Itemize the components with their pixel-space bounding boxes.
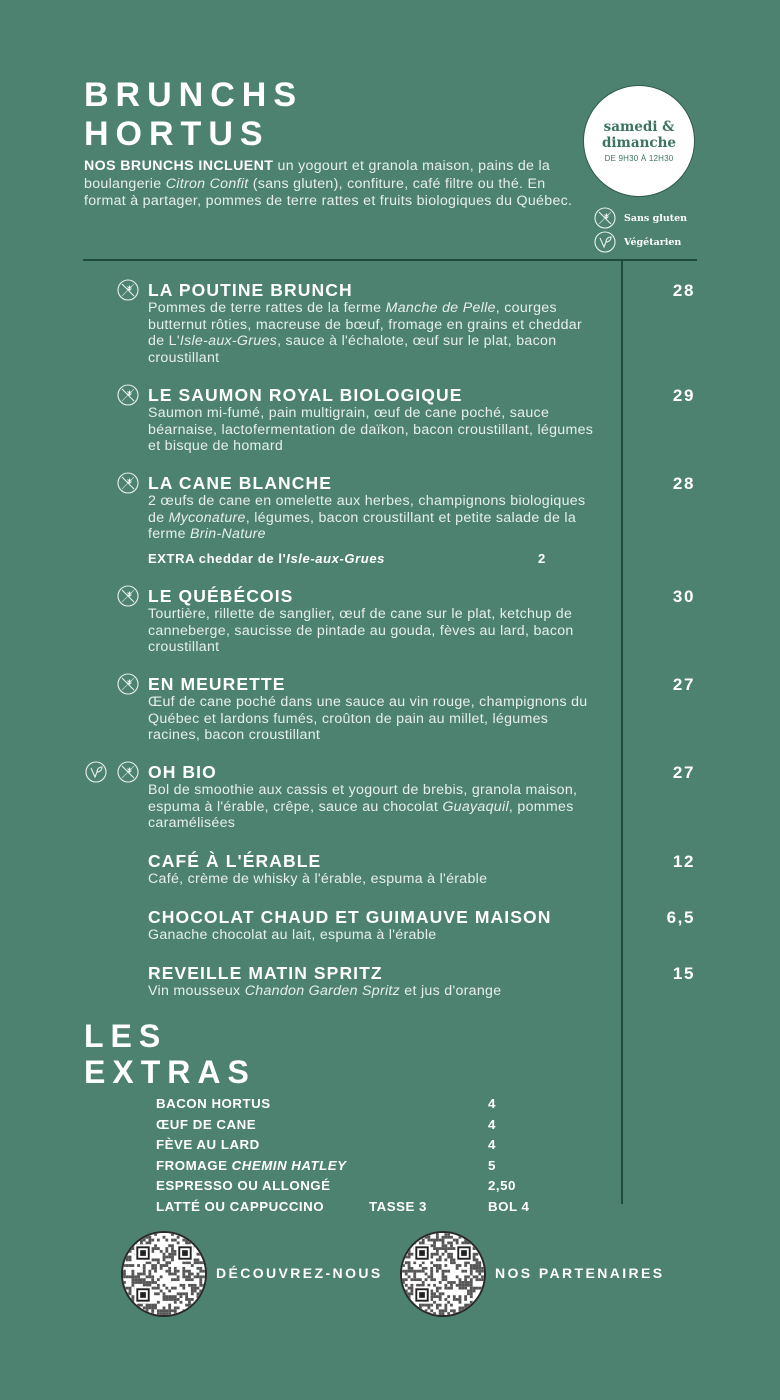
menu-item xyxy=(148,586,598,656)
extras-row xyxy=(156,1178,576,1199)
extra-price: 2 xyxy=(538,551,546,567)
menu-item-description: Café, crème de whisky à l'érable, espuma à l'érable xyxy=(148,871,488,887)
menu-item-price: 12 xyxy=(672,852,695,871)
extras-label: BACON HORTUS xyxy=(156,1096,271,1111)
menu-item xyxy=(148,762,598,832)
extras-size: TASSE 3 xyxy=(369,1198,427,1214)
extras-price: 4 xyxy=(488,1137,496,1152)
diet-icons xyxy=(117,384,139,406)
extras-price: BOL 4 xyxy=(488,1198,530,1214)
vegetarian-icon xyxy=(85,761,107,783)
vertical-divider xyxy=(621,260,623,1204)
intro-text: un yogourt et granola maison, pains de la boulangerie xyxy=(84,158,551,192)
menu-item-name: EN MEURETTE xyxy=(148,674,286,694)
menu-item-name: OH BIO xyxy=(148,762,217,782)
diet-icons xyxy=(117,279,139,301)
badge-hours: DE 9H30 À 12H30 xyxy=(604,154,674,163)
menu-item-description: 2 œufs de cane en omelette aux herbes, champignons biologiques de Myconature, légumes, bacon croustillant et petite salade de la ferme Brin-Nature xyxy=(148,493,586,543)
gluten-free-icon xyxy=(117,761,139,783)
intro-italic: Citron Confit xyxy=(165,175,249,192)
menu-item-price: 27 xyxy=(672,763,695,782)
gluten-free-icon xyxy=(117,673,139,695)
menu-item-description: Vin mousseux Chandon Garden Spritz et jus d'orange xyxy=(148,983,502,999)
qr-code-partners[interactable] xyxy=(400,1231,486,1317)
menu-item-price: 15 xyxy=(672,964,695,983)
extras-row xyxy=(156,1096,576,1117)
extras-title xyxy=(84,1018,256,1090)
menu-item xyxy=(148,385,598,455)
extras-label: ESPRESSO OU ALLONGÉ xyxy=(156,1178,331,1193)
diet-icons xyxy=(117,472,139,494)
menu-item-price: 28 xyxy=(672,474,695,493)
extras-list xyxy=(156,1096,576,1219)
menu-item-extra: EXTRA cheddar de l'Isle-aux-Grues 2 xyxy=(148,551,546,567)
menu-item-description: Saumon mi-fumé, pain multigrain, œuf de cane poché, sauce béarnaise, lactofermentation de daïkon, bacon croustillant, légumes et bisque de homard xyxy=(148,405,594,455)
page-title xyxy=(84,76,303,154)
qr-code-discover[interactable] xyxy=(121,1231,207,1317)
badge-day-1: samedi & xyxy=(603,119,675,135)
qr-label-partners: NOS PARTENAIRES xyxy=(495,1265,665,1281)
schedule-badge xyxy=(583,85,695,197)
badge-day-2: dimanche xyxy=(601,135,677,151)
menu-item xyxy=(148,963,598,1000)
title-line-1: BRUNCHS xyxy=(84,76,303,114)
menu-item xyxy=(148,473,598,566)
legend-label: Végétarien xyxy=(624,236,682,248)
menu-item xyxy=(148,674,598,744)
menu-item-name: LE SAUMON ROYAL BIOLOGIQUE xyxy=(148,385,463,405)
diet-icons xyxy=(117,585,139,607)
extras-row xyxy=(156,1137,576,1158)
intro-text: (sans gluten), confiture, café filtre ou thé. En format à partager, pommes de terre rattes et fruits biologiques du Québec. xyxy=(84,175,573,209)
menu-item-name: LA CANE BLANCHE xyxy=(148,473,333,493)
menu-item-name: REVEILLE MATIN SPRITZ xyxy=(148,963,383,983)
menu-item-price: 6,5 xyxy=(666,908,695,927)
gluten-free-icon xyxy=(117,585,139,607)
extras-price: 2,50 xyxy=(488,1178,516,1193)
menu-item-description: Tourtière, rillette de sanglier, œuf de cane sur le plat, ketchup de canneberge, saucisse de pintade au gouda, fèves au lard, bacon croustillant xyxy=(148,606,574,656)
menu-item-name: CAFÉ À L'ÉRABLE xyxy=(148,851,322,871)
extras-row xyxy=(156,1199,576,1220)
gluten-free-icon xyxy=(117,279,139,301)
gluten-free-icon xyxy=(594,207,616,229)
diet-icons xyxy=(117,673,139,695)
qr-label-discover: DÉCOUVREZ-NOUS xyxy=(216,1265,383,1281)
extras-row xyxy=(156,1117,576,1138)
menu-item-price: 27 xyxy=(672,675,695,694)
extras-price: 4 xyxy=(488,1116,496,1132)
menu-item-description: Pommes de terre rattes de la ferme Manche de Pelle, courges butternut rôties, macreuse de bœuf, fromage en grains et cheddar de L'Isle-aux-Grues, sauce à l'échalote, œuf sur le plat, bacon croustillant xyxy=(148,300,583,367)
extras-title-line-1: LES xyxy=(84,1018,168,1054)
intro-bold: NOS BRUNCHS INCLUENT xyxy=(84,158,274,174)
menu-item-description: Bol de smoothie aux cassis et yogourt de brebis, granola maison, espuma à l'érable, crêpe, sauce au chocolat Guayaquil, pommes caramélisées xyxy=(148,782,578,832)
extras-label: FÈVE AU LARD xyxy=(156,1137,260,1152)
legend-label: Sans gluten xyxy=(624,212,688,224)
menu-item-name: LA POUTINE BRUNCH xyxy=(148,280,353,300)
extras-label: ŒUF DE CANE xyxy=(156,1116,257,1132)
extras-price: 5 xyxy=(488,1157,496,1173)
menu-item-price: 30 xyxy=(672,587,695,606)
horizontal-divider xyxy=(83,259,697,261)
menu-item xyxy=(148,907,598,944)
menu-item-name: LE QUÉBÉCOIS xyxy=(148,586,294,606)
menu-item-price: 28 xyxy=(672,281,695,300)
gluten-free-icon xyxy=(117,384,139,406)
intro-paragraph xyxy=(84,158,574,211)
menu-item xyxy=(148,851,598,888)
menu-item-description: Œuf de cane poché dans une sauce au vin rouge, champignons du Québec et lardons fumés, croûton de pain au millet, légumes racines, bacon croustillant xyxy=(148,694,588,744)
extras-price: 4 xyxy=(488,1096,496,1111)
menu-item xyxy=(148,280,598,367)
vegetarian-icon xyxy=(594,231,616,253)
title-line-2: HORTUS xyxy=(84,115,270,153)
extras-row xyxy=(156,1158,576,1179)
badge-days xyxy=(584,119,694,151)
diet-icons xyxy=(85,761,139,783)
menu-item-description: Ganache chocolat au lait, espuma à l'érable xyxy=(148,927,437,943)
extras-title-line-2: EXTRAS xyxy=(84,1054,256,1090)
extras-label: LATTÉ OU CAPPUCCINO xyxy=(156,1198,325,1214)
extras-label: FROMAGE CHEMIN HATLEY xyxy=(156,1157,347,1173)
menu-item-price: 29 xyxy=(672,386,695,405)
gluten-free-icon xyxy=(117,472,139,494)
legend-vegetarian xyxy=(594,231,704,253)
menu-item-name: CHOCOLAT CHAUD ET GUIMAUVE MAISON xyxy=(148,907,552,927)
legend-gluten-free xyxy=(594,207,704,229)
